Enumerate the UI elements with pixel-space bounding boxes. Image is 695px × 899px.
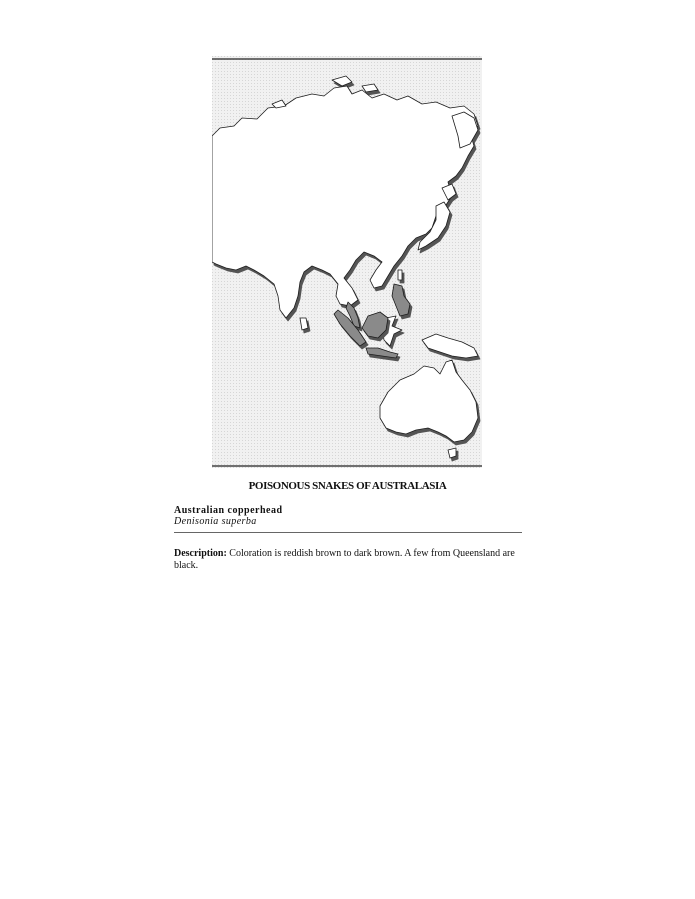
taiwan — [398, 270, 402, 280]
section-divider — [174, 532, 522, 533]
description-text: Coloration is reddish brown to dark brown. A few from Queensland are black. — [174, 548, 515, 571]
description-paragraph — [174, 548, 522, 572]
species-common-name: Australian copperhead — [174, 505, 283, 516]
species-scientific-name: Denisonia superba — [174, 516, 257, 527]
section-title: POISONOUS SNAKES OF AUSTRALASIA — [248, 480, 447, 492]
distribution-map — [212, 56, 482, 468]
description-label: Description: — [174, 548, 227, 559]
map-svg — [212, 56, 482, 468]
